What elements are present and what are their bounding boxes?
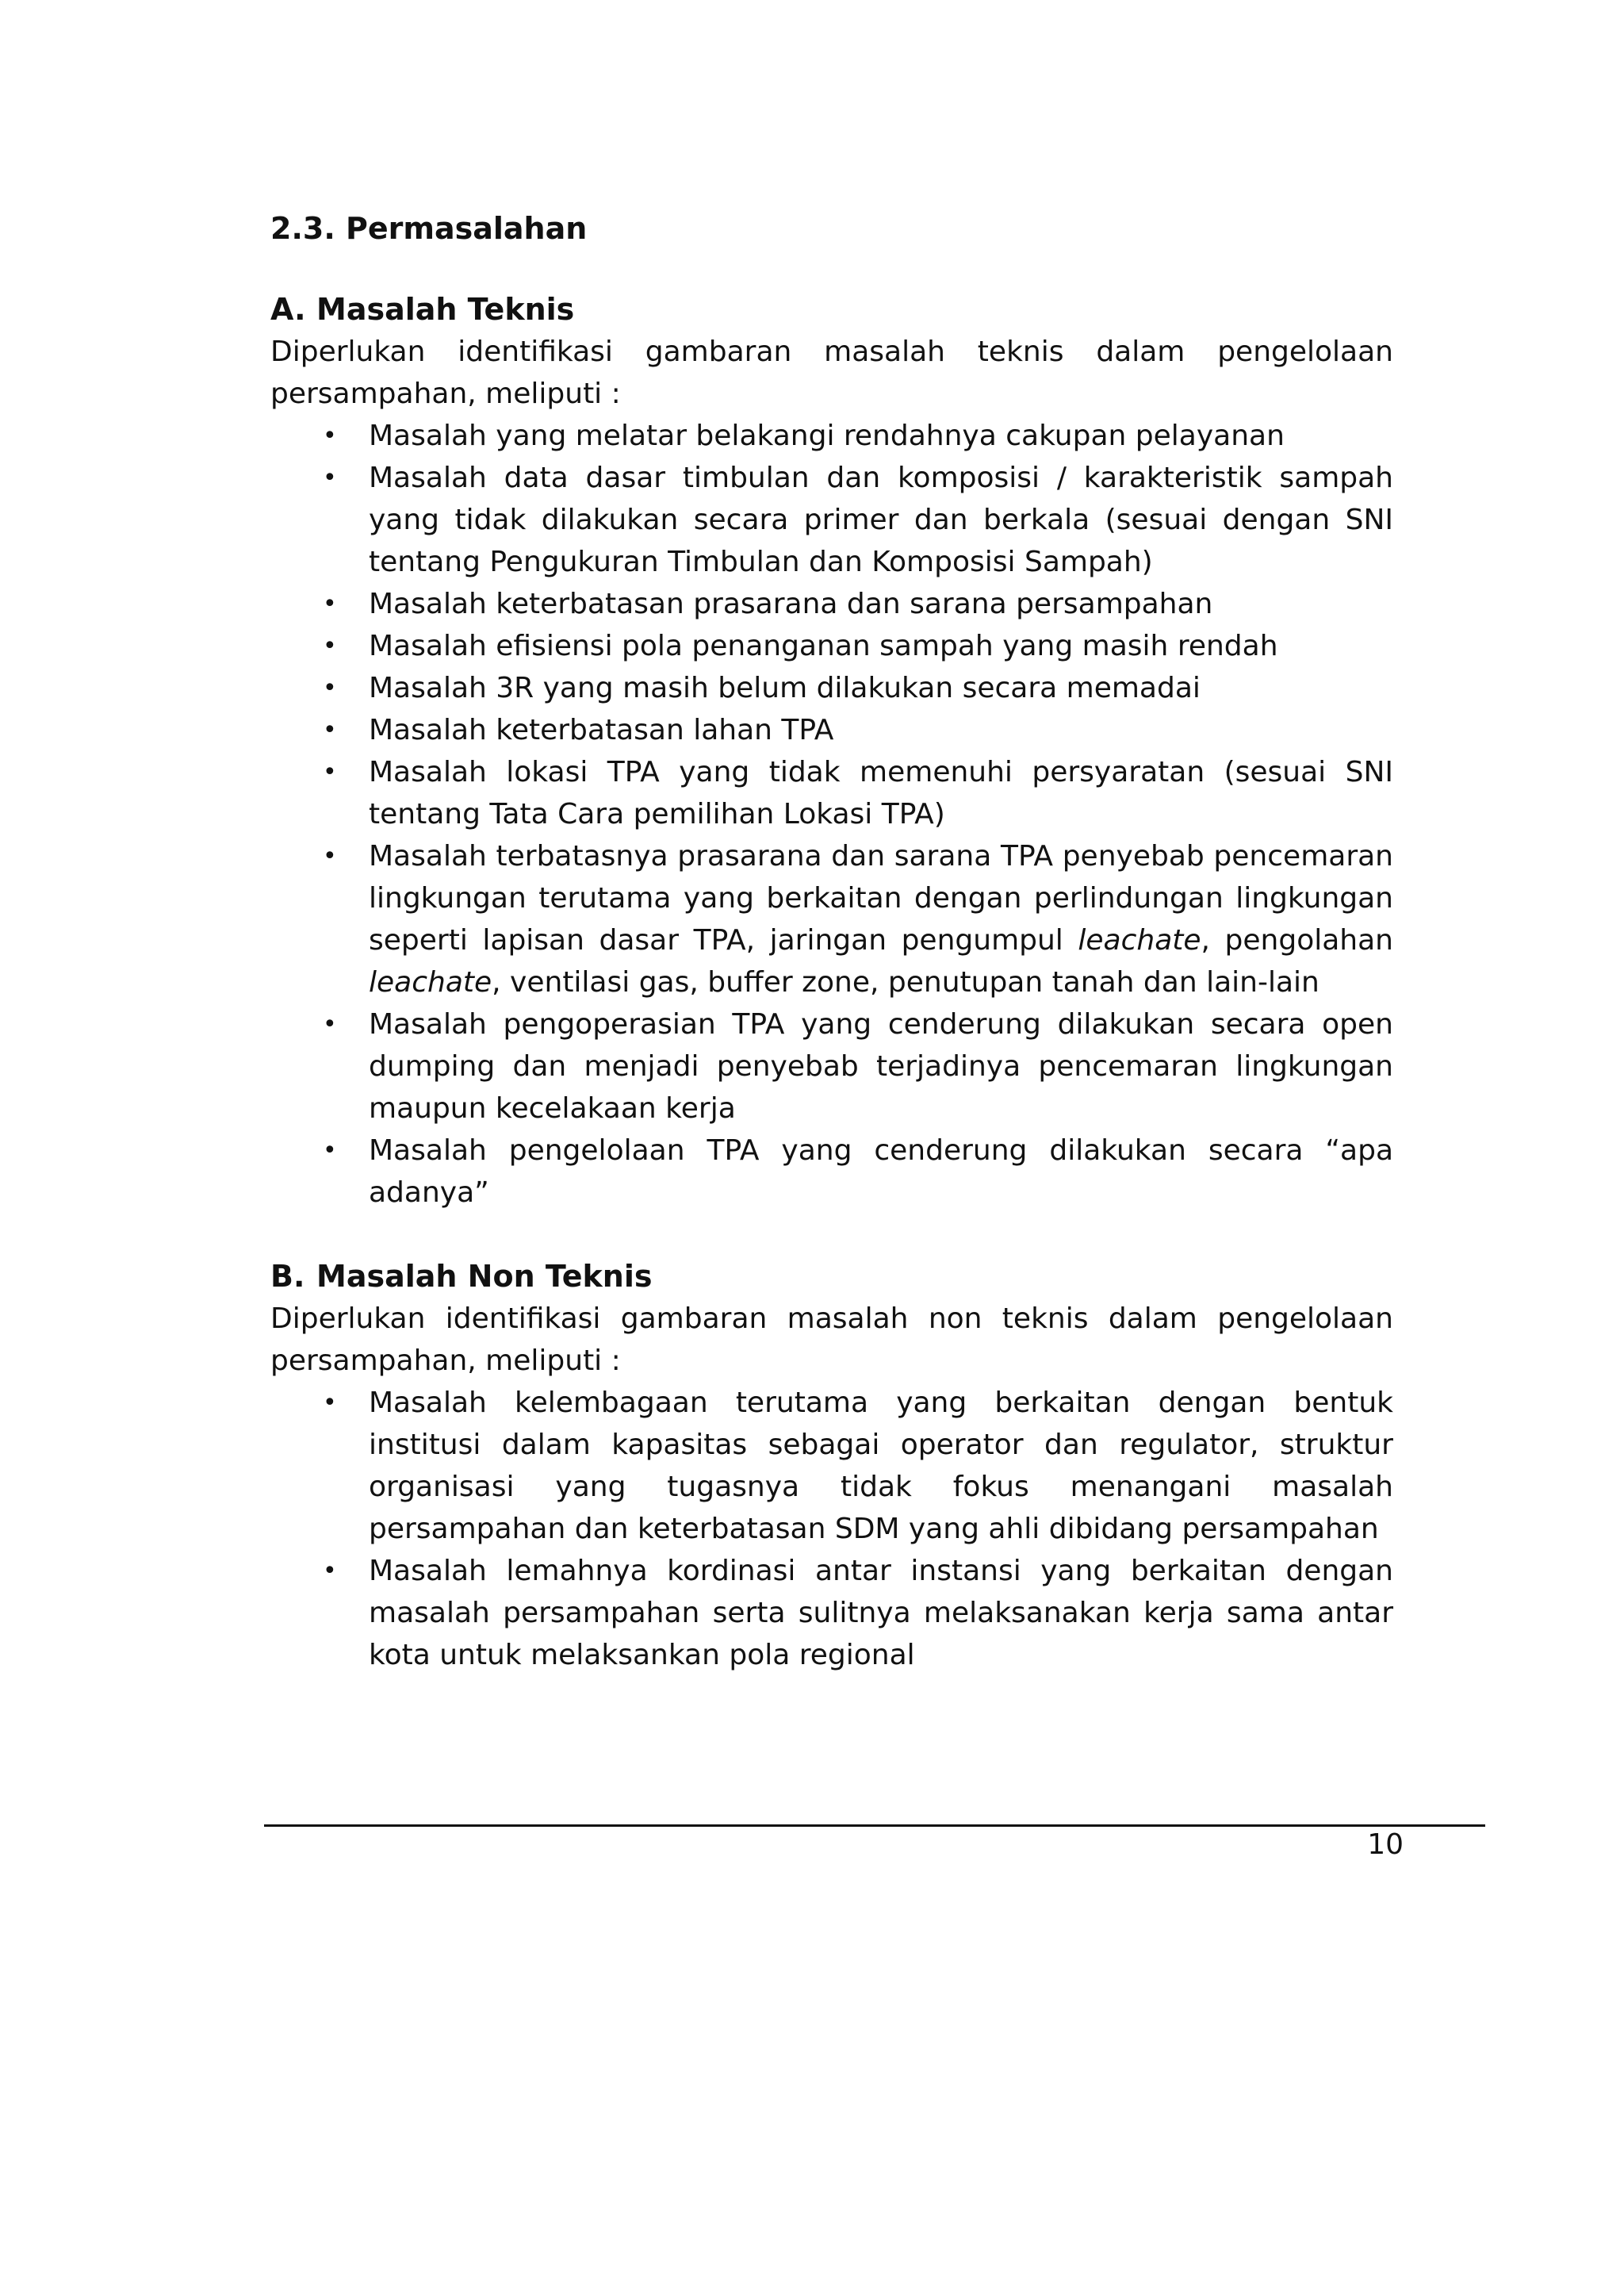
list-item: • Masalah data dasar timbulan dan komposisi / karakteristik sampah yang tidak dilakukan secara primer dan berkala (sesuai dengan SNI tentang Pengukuran Timbulan dan Komposisi Sampah) <box>369 457 1393 583</box>
subsection-title: Masalah Non Teknis <box>316 1259 653 1294</box>
bullet-icon: • <box>323 422 337 450</box>
list-item: • Masalah kelembagaan terutama yang berkaitan dengan bentuk institusi dalam kapasitas sebagai operator dan regulator, struktur organisasi yang tugasnya tidak fokus menangani masalah persampahan dan keterbatasan SDM yang ahli dibidang persampahan <box>369 1382 1393 1550</box>
non-technical-problems-heading <box>270 1256 1393 1298</box>
list-item: • Masalah lokasi TPA yang tidak memenuhi persyaratan (sesuai SNI tentang Tata Cara pemilihan Lokasi TPA) <box>369 751 1393 835</box>
list-item: • Masalah 3R yang masih belum dilakukan secara memadai <box>369 667 1393 709</box>
bullet-icon: • <box>323 590 337 618</box>
page-number: 10 <box>1367 1828 1404 1861</box>
subsection-letter: A. <box>270 292 306 327</box>
bullet-icon: • <box>323 464 337 492</box>
non-technical-problems-section <box>270 1256 1393 1676</box>
footer-divider <box>264 1824 1485 1827</box>
subsection-title: Masalah Teknis <box>316 292 575 327</box>
bullet-icon: • <box>323 758 337 786</box>
bullet-icon: • <box>323 1557 337 1585</box>
list-item: • Masalah keterbatasan prasarana dan sarana persampahan <box>369 583 1393 625</box>
list-item: • Masalah keterbatasan lahan TPA <box>369 709 1393 751</box>
technical-problems-section <box>270 289 1393 1214</box>
technical-problems-intro: Diperlukan identifikasi gambaran masalah teknis dalam pengelolaan persampahan, meliputi : <box>270 336 1393 410</box>
list-item: • Masalah efisiensi pola penanganan sampah yang masih rendah <box>369 625 1393 667</box>
list-item: • Masalah terbatasnya prasarana dan sarana TPA penyebab pencemaran lingkungan terutama yang berkaitan dengan perlindungan lingkungan seperti lapisan dasar TPA, jaringan pengumpul leachate, pengolahan leachate, ventilasi gas, buffer zone, penutupan tanah dan lain-lain <box>369 835 1393 1003</box>
technical-problems-list <box>270 415 1393 1214</box>
content-body <box>270 289 1393 1676</box>
section-title: 2.3. Permasalahan <box>270 211 588 246</box>
bullet-icon: • <box>323 1137 337 1164</box>
bullet-icon: • <box>323 716 337 744</box>
list-item: • Masalah lemahnya kordinasi antar instansi yang berkaitan dengan masalah persampahan serta sulitnya melaksanakan kerja sama antar kota untuk melaksankan pola regional <box>369 1550 1393 1676</box>
list-item: • Masalah yang melatar belakangi rendahnya cakupan pelayanan <box>369 415 1393 457</box>
technical-problems-heading <box>270 289 1393 331</box>
non-technical-problems-intro: Diperlukan identifikasi gambaran masalah non teknis dalam pengelolaan persampahan, meliputi : <box>270 1302 1393 1377</box>
italic-term: leachate <box>369 966 492 999</box>
non-technical-problems-list <box>270 1382 1393 1676</box>
list-item: • Masalah pengoperasian TPA yang cenderung dilakukan secara open dumping dan menjadi penyebab terjadinya pencemaran lingkungan maupun kecelakaan kerja <box>369 1003 1393 1130</box>
subsection-letter: B. <box>270 1259 305 1294</box>
bullet-icon: • <box>323 1389 337 1417</box>
italic-term: leachate <box>1078 924 1201 957</box>
list-item: • Masalah pengelolaan TPA yang cenderung dilakukan secara “apa adanya” <box>369 1130 1393 1214</box>
bullet-icon: • <box>323 842 337 870</box>
bullet-icon: • <box>323 674 337 702</box>
bullet-icon: • <box>323 1011 337 1038</box>
bullet-icon: • <box>323 632 337 660</box>
